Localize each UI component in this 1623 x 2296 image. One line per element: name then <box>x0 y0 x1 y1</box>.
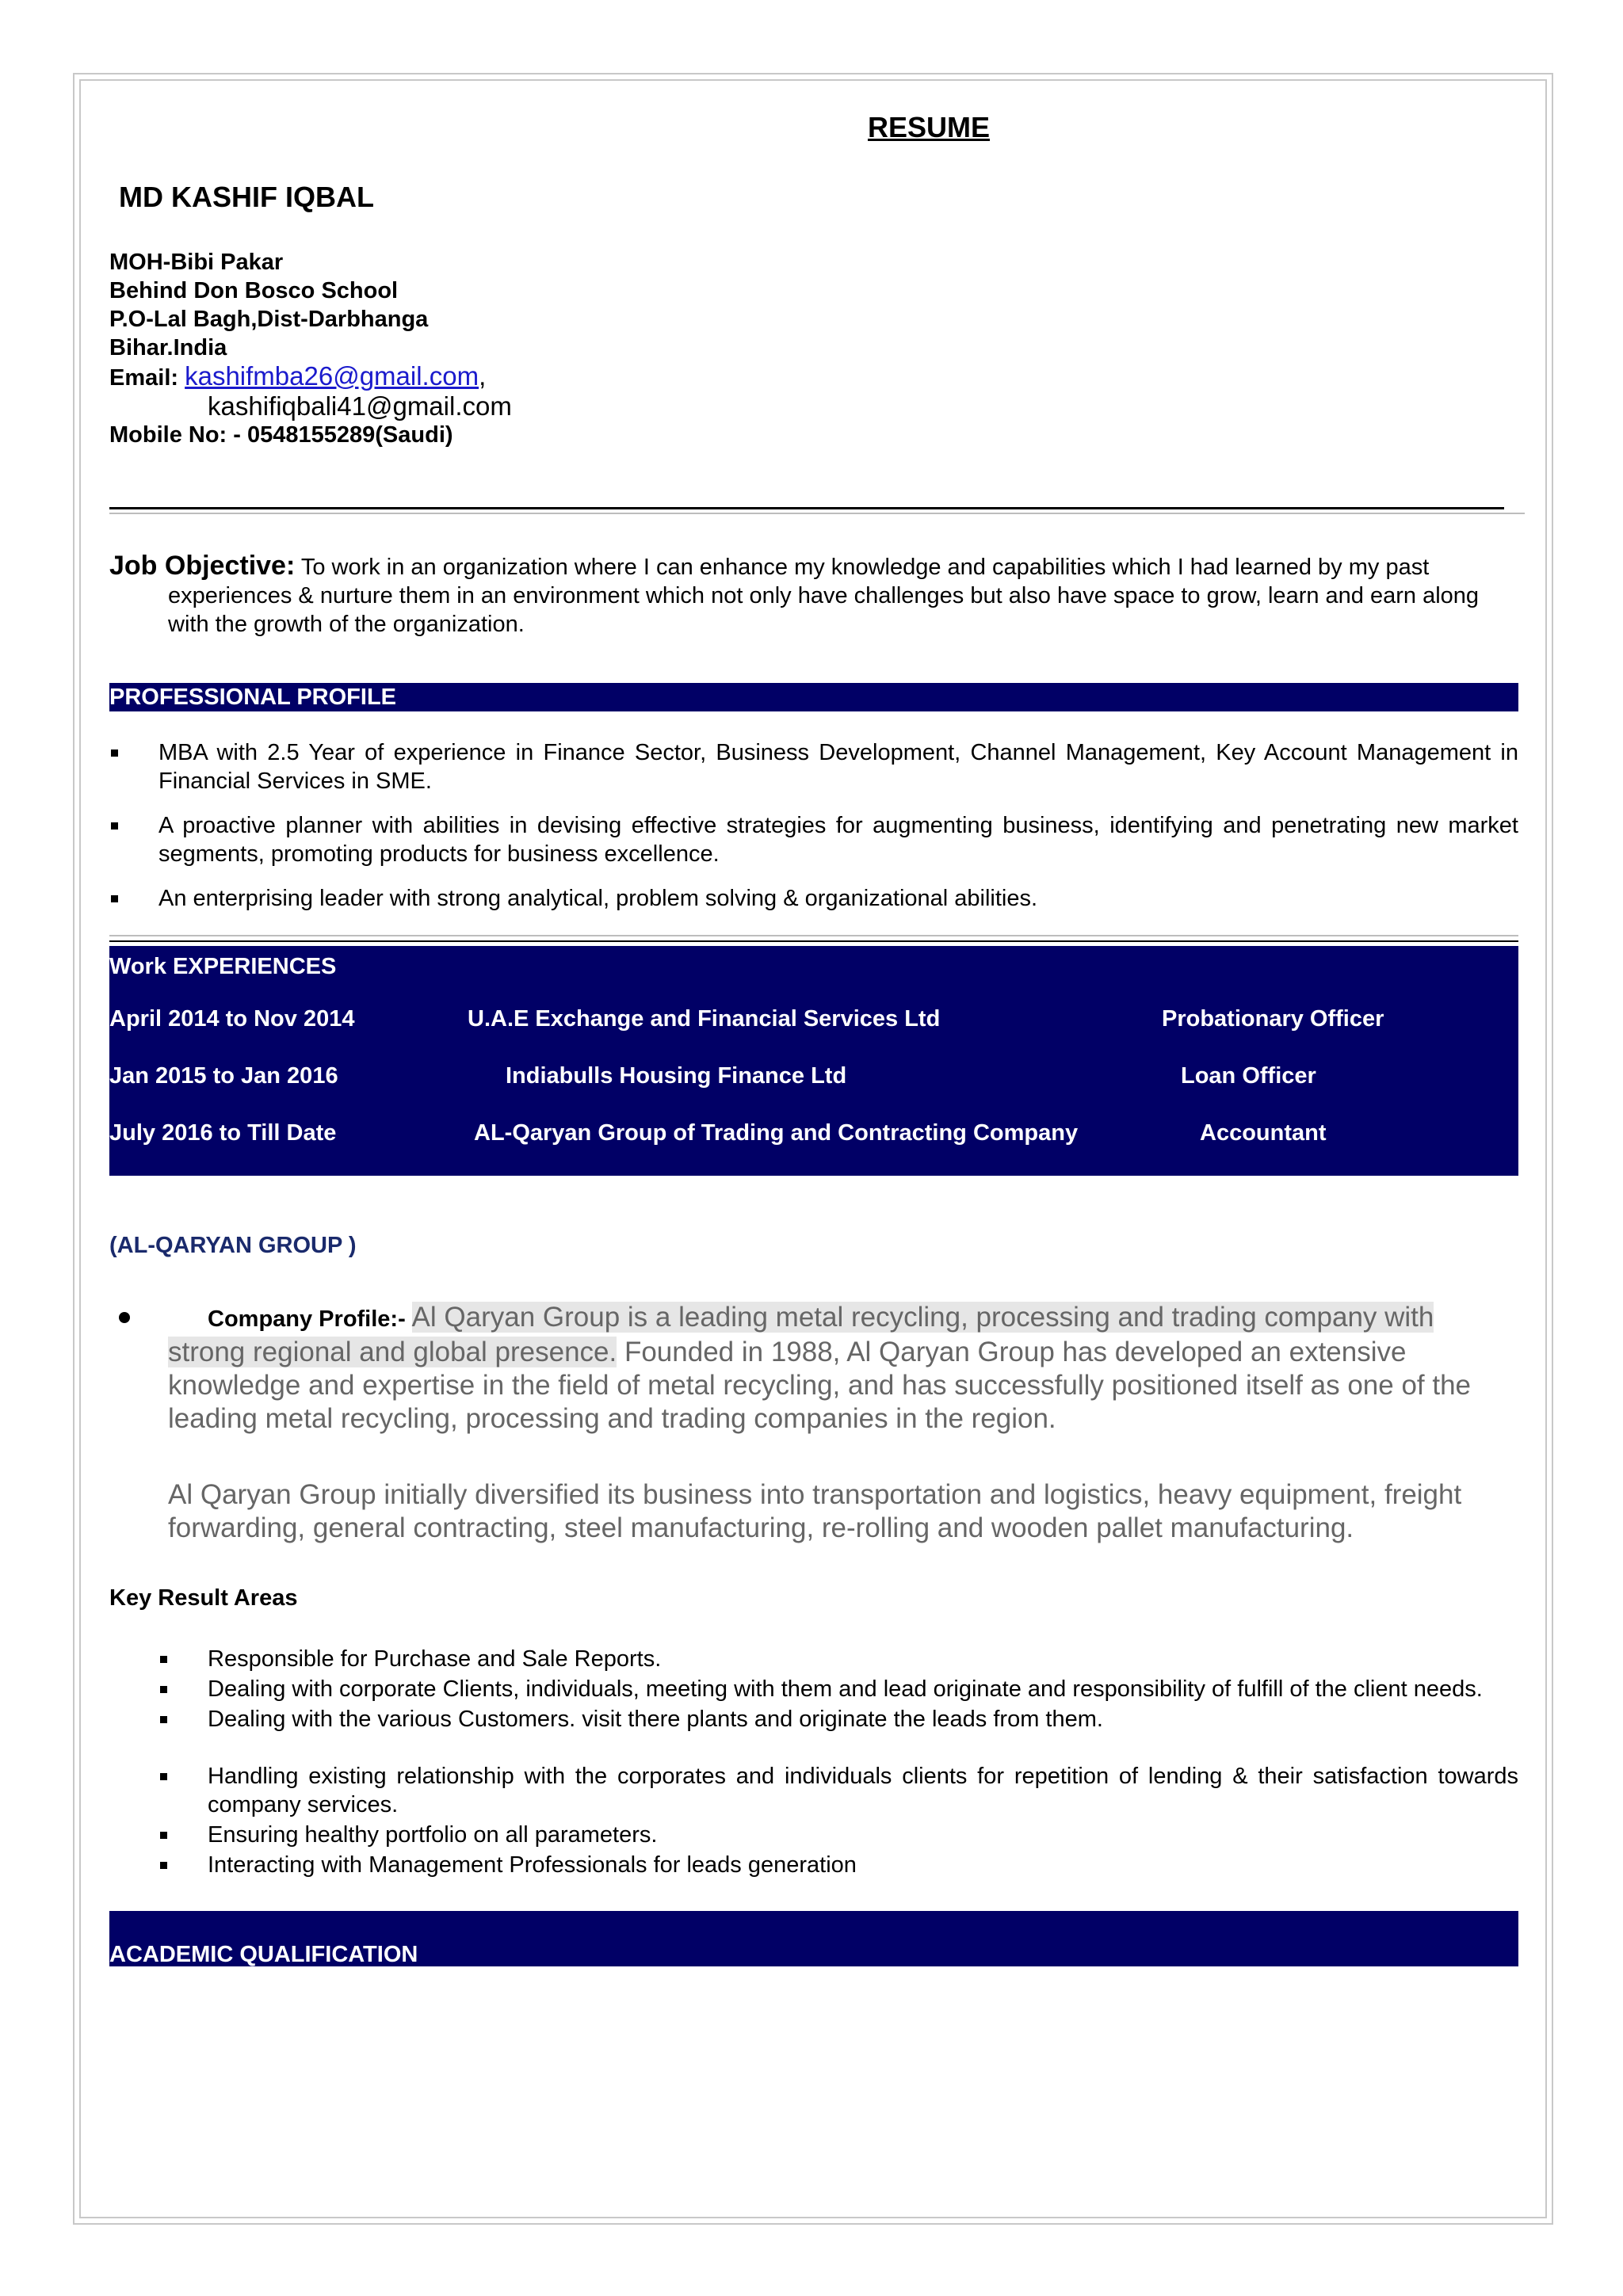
work-row <box>109 1119 1518 1147</box>
company-profile-first-line <box>109 1301 1518 1336</box>
professional-profile-list <box>109 738 1518 929</box>
square-bullet-icon <box>160 1716 167 1723</box>
square-bullet-icon <box>160 1773 167 1780</box>
square-bullet-icon <box>160 1686 167 1693</box>
contact-block <box>109 248 512 449</box>
address-line-2: Behind Don Bosco School <box>109 278 399 303</box>
company-profile-paragraph-2: Al Qaryan Group initially diversified its business into transportation and logistics, heavy equipment, freight forwarding, general contracting, steel manufacturing, re-rolling and wooden pallet manufacturing. <box>168 1479 1462 1543</box>
list-item: A proactive planner with abilities in devising effective strategies for augmenting business, identifying and penetrating new market segments, promoting products for business excellence. <box>109 811 1518 868</box>
job-objective <box>109 551 1518 639</box>
square-bullet-icon <box>160 1656 167 1663</box>
work-company: U.A.E Exchange and Financial Services Ltd <box>468 1006 941 1032</box>
professional-profile-heading: PROFESSIONAL PROFILE <box>109 683 1518 711</box>
company-profile-body <box>109 1336 1518 1436</box>
list-item: Handling existing relationship with the corporates and individuals clients for repetition of lending & their satisfaction towards company services. <box>109 1762 1518 1819</box>
email-line <box>109 362 512 392</box>
list-item: Responsible for Purchase and Sale Reports. <box>109 1645 1518 1673</box>
key-result-areas-list <box>109 1645 1518 1881</box>
candidate-name: MD KASHIF IQBAL <box>119 181 374 213</box>
company-profile-highlight-1: Al Qaryan Group is a leading metal recycling, processing and trading company with <box>411 1302 1434 1333</box>
academic-qualification-section <box>109 1911 1518 1966</box>
company-profile-highlight-2: strong regional and global presence. <box>168 1337 617 1367</box>
email-label: Email: <box>109 365 179 391</box>
work-period: April 2014 to Nov 2014 <box>109 1006 355 1032</box>
key-result-areas-heading: Key Result Areas <box>109 1585 298 1611</box>
document-title: RESUME <box>867 111 991 143</box>
mobile-number: Mobile No: - 0548155289(Saudi) <box>109 422 453 448</box>
square-bullet-icon <box>111 822 118 830</box>
list-item: Ensuring healthy portfolio on all parameters. <box>109 1821 1518 1849</box>
square-bullet-icon <box>160 1832 167 1839</box>
email-secondary: kashifiqbali41@gmail.com <box>208 391 512 421</box>
work-role: Probationary Officer <box>1162 1006 1384 1032</box>
square-bullet-icon <box>160 1862 167 1869</box>
company-profile-text: Founded in 1988, Al Qaryan Group has developed an extensive knowledge and expertise in the field of metal recycling, and has successfully positioned itself as one of the leading metal recycling, processing and trading companies in the region. <box>168 1337 1472 1434</box>
email-primary-link[interactable]: kashifmba26@gmail.com <box>185 361 479 391</box>
company-group-heading: (AL-QARYAN GROUP ) <box>109 1233 357 1258</box>
bullet-dot-icon <box>119 1312 130 1323</box>
company-profile-label: Company Profile:- <box>208 1306 406 1332</box>
header-divider <box>109 507 1504 509</box>
work-row <box>109 1062 1518 1090</box>
list-spacer <box>109 1735 1518 1762</box>
work-period: July 2016 to Till Date <box>109 1120 337 1146</box>
list-item: Dealing with corporate Clients, individuals, meeting with them and lead originate and responsibility of fulfill of the client needs. <box>109 1675 1518 1703</box>
work-row <box>109 1005 1518 1033</box>
work-period: Jan 2015 to Jan 2016 <box>109 1063 338 1089</box>
header-divider-shadow <box>109 513 1525 514</box>
work-role: Accountant <box>1200 1120 1327 1146</box>
academic-qualification-heading: ACADEMIC QUALIFICATION <box>109 1942 418 1967</box>
work-experiences-heading: Work EXPERIENCES <box>109 954 337 979</box>
work-experiences-section <box>109 946 1518 1176</box>
work-divider <box>109 940 1518 942</box>
address-line-1: MOH-Bibi Pakar <box>109 250 284 275</box>
list-item: MBA with 2.5 Year of experience in Finance Sector, Business Development, Channel Management, Key Account Management in Financial Services in SME. <box>109 738 1518 795</box>
square-bullet-icon <box>111 749 118 757</box>
job-objective-first-line: To work in an organization where I can enhance my knowledge and capabilities which I had learned by my past <box>300 555 1430 580</box>
job-objective-rest: experiences & nurture them in an environment which not only have challenges but also have space to grow, learn and earn along with the growth of the organization. <box>168 583 1480 637</box>
address-line-3: P.O-Lal Bagh,Dist-Darbhanga <box>109 307 429 332</box>
list-item: An enterprising leader with strong analytical, problem solving & organizational abilities. <box>109 884 1518 913</box>
address-line-4: Bihar.India <box>109 335 227 360</box>
list-item: Interacting with Management Professionals for leads generation <box>109 1851 1518 1879</box>
work-company: AL-Qaryan Group of Trading and Contracting Company <box>474 1120 1079 1146</box>
work-role: Loan Officer <box>1181 1063 1316 1089</box>
job-objective-label: Job Objective: <box>109 551 296 581</box>
email-comma: , <box>479 361 487 391</box>
list-item: Dealing with the various Customers. visit there plants and originate the leads from them. <box>109 1705 1518 1733</box>
square-bullet-icon <box>111 895 118 902</box>
profile-divider <box>109 935 1518 936</box>
work-company: Indiabulls Housing Finance Ltd <box>506 1063 847 1089</box>
company-profile <box>109 1301 1518 1436</box>
